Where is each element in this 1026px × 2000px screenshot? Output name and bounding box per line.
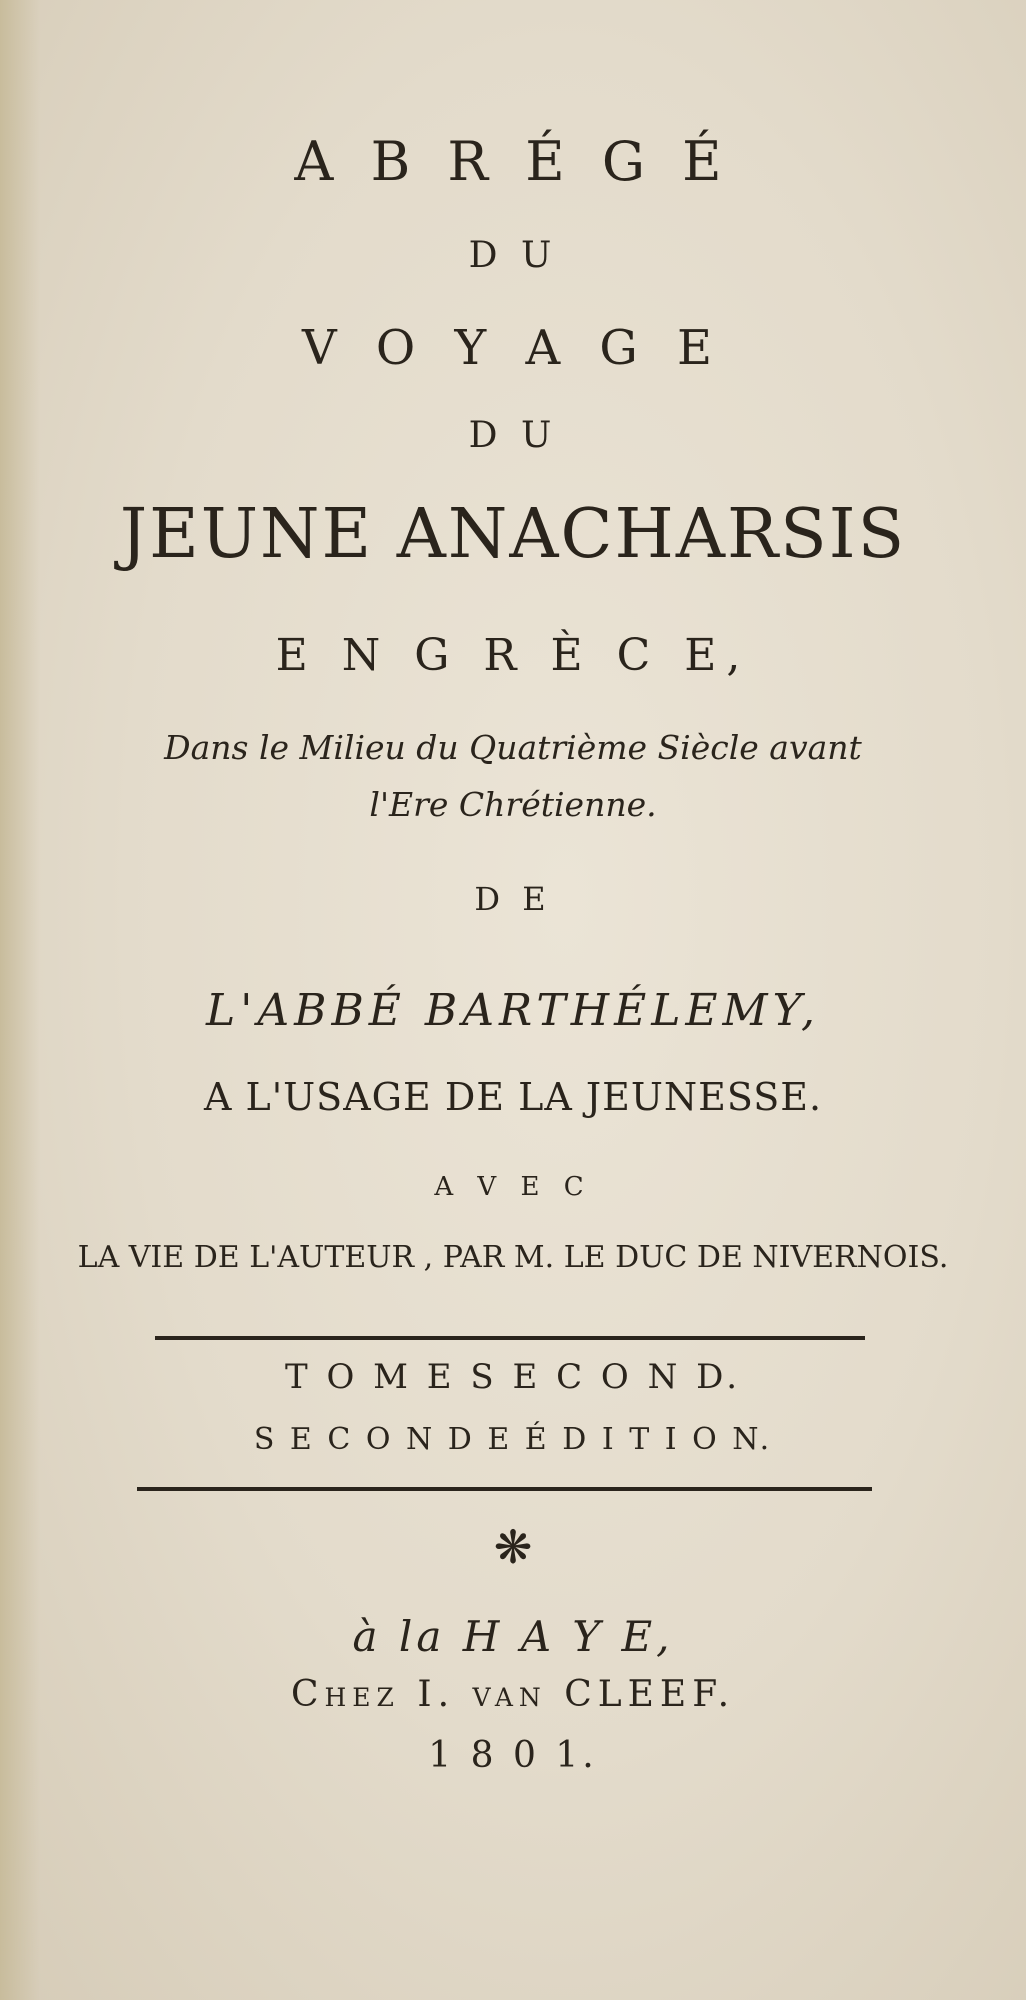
title-jeune-anacharsis: JEUNE ANACHARSIS [119,495,907,574]
place-line: à la H A Y E, [352,1612,674,1661]
title-voyage: V O Y A G E [301,320,725,376]
usage-line: A L'USAGE DE LA JEUNESSE. [203,1075,823,1119]
title-abrege: A B R É G É [294,130,732,193]
tome-line: T O M E S E C O N D. [284,1357,742,1397]
title-en-grece: E N G R È C E, [275,630,751,681]
year-line: 1 8 0 1. [428,1735,598,1776]
edition-line: S E C O N D E É D I T I O N. [253,1422,773,1457]
subtitle-line-1: Dans le Milieu du Quatrième Siècle avant [164,728,862,767]
title-du-2: D U [468,415,558,456]
top-rule [155,1336,865,1340]
vie-line: LA VIE DE L'AUTEUR , PAR M. LE DUC DE NIVERNOIS. [77,1240,949,1275]
subtitle-line-2: l'Ere Chrétienne. [369,785,657,824]
ornament-asterism: ❋ [493,1520,533,1574]
author-name: L'ABBÉ BARTHÉLEMY, [206,985,820,1036]
title-du-1: D U [468,235,558,276]
de-label: D E [474,880,552,918]
bottom-rule [137,1487,872,1491]
avec-label: A V E C [434,1172,592,1202]
publisher-line: Chez I. van CLEEF. [290,1674,736,1715]
